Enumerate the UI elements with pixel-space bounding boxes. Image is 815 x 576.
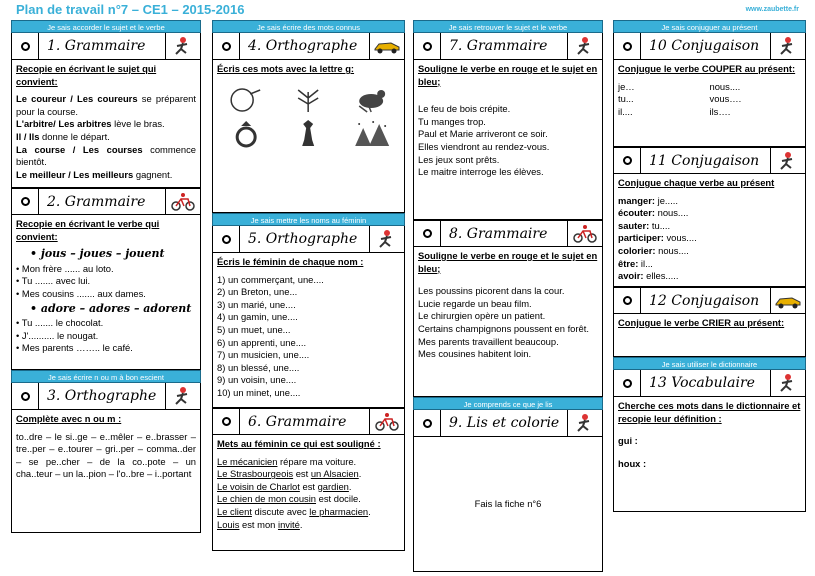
task-12[interactable] <box>613 287 806 314</box>
instruction-5: Écris le féminin de chaque nom : <box>217 256 364 267</box>
exercise-10 <box>613 60 806 147</box>
instruction-10: Conjugue le verbe COUPER au présent: <box>618 63 796 74</box>
checkbox-3[interactable] <box>12 392 38 401</box>
checkbox-13[interactable] <box>614 379 640 388</box>
task-10-title: 10 Conjugaison <box>640 33 771 59</box>
task-13[interactable] <box>613 370 806 397</box>
exercise-13 <box>613 397 806 512</box>
instruction-2: Recopie en écrivant le verbe qui convient: <box>16 218 160 242</box>
exercise-6: Mets au féminin ce qui est souligné : Le mécanicien répare ma voiture. Le Strasbourgeois est un Alsacien. Le voisin de Charlot est gardien. Le chien de mon cousin est docile. Le client discute avec le pharmacien. Louis est mon invité. <box>212 435 405 551</box>
task-7-title: 7. Grammaire <box>440 33 568 59</box>
task-5-title: 5. Orthographe <box>239 226 370 252</box>
instruction-6: Mets au féminin ce qui est souligné : <box>217 438 381 449</box>
banner-10: Je sais conjuguer au présent <box>613 20 806 33</box>
banner-3: Je sais écrire n ou m à bon escient <box>11 370 201 383</box>
verb-choice-1: • jous – joues – jouent <box>30 247 165 261</box>
checkbox-4[interactable] <box>213 42 239 51</box>
banner-4: Je sais écrire des mots connus <box>212 20 405 33</box>
winter-scene-icon <box>342 118 400 148</box>
banner-9: Je comprends ce que je lis <box>413 397 603 410</box>
bicycle-icon <box>370 413 404 431</box>
banner-1: Je sais accorder le sujet et le verbe <box>11 20 201 33</box>
exercise-9 <box>413 437 603 572</box>
worksheet-reference: Fais la fiche n°6 <box>474 497 542 509</box>
orange-icon <box>217 84 275 114</box>
task-9-title: 9. Lis et colorie <box>440 410 568 436</box>
task-8-title: 8. Grammaire <box>440 221 568 246</box>
sentence-list-1: Le coureur / Les coureurs se préparent pour la course. L'arbitre/ Les arbitres lève le bras. Il / Ils donne le départ. La course / Les courses commence bientôt. Le meilleur / Les meilleurs gagnent. <box>16 93 196 180</box>
exercise-8: Souligne le verbe en rouge et le sujet en bleu; Les poussins picorent dans la cour. Lucie regarde un beau film. Le chirurgien opère un patient. Certains champignons poussent en forêt. Mes parents travaillent beaucoup. Mes cousines habitent loin. <box>413 247 603 397</box>
instruction-4: Écris ces mots avec la lettre g: <box>217 63 355 74</box>
instruction-13: Cherche ces mots dans le dictionnaire et recopie leur définition : <box>618 400 801 424</box>
running-icon <box>568 413 602 433</box>
instruction-7: Souligne le verbe en rouge et le sujet en bleu; <box>418 63 598 87</box>
page-title: Plan de travail n°7 – CE1 – 2015-2016 <box>16 2 245 17</box>
checkbox-1[interactable] <box>12 42 38 51</box>
task-6-title: 6. Grammaire <box>239 409 370 434</box>
task-2-title: 2. Grammaire <box>38 189 166 214</box>
task-1[interactable] <box>11 33 201 60</box>
site-url: www.zaubette.fr <box>745 6 799 13</box>
checkbox-5[interactable] <box>213 235 239 244</box>
exercise-2: Recopie en écrivant le verbe qui convient: • jous – joues – jouent • Mon frère ...... au loto. • Tu ....... avec lui. • Mes cousins ....... aux dames. • adore – adores – adorent • Tu ....... le chocolat. • J'.......... le nougat. • Mes parents …….. le café. <box>11 215 201 370</box>
task-13-title: 13 Vocabulaire <box>640 370 771 396</box>
checkbox-7[interactable] <box>414 42 440 51</box>
exercise-4 <box>212 60 405 213</box>
checkbox-6[interactable] <box>213 417 239 426</box>
checkbox-11[interactable] <box>614 156 640 165</box>
task-5[interactable] <box>212 226 405 253</box>
instruction-3: Complète avec n ou m : <box>16 413 122 424</box>
ring-icon <box>217 118 275 148</box>
verb-choice-2: • adore – adores – adorent <box>30 301 192 315</box>
task-4-title: 4. Orthographe <box>239 33 370 59</box>
word-gui: gui : <box>618 435 638 447</box>
running-icon <box>771 373 805 393</box>
running-icon <box>166 36 200 56</box>
task-7[interactable] <box>413 33 603 60</box>
running-icon <box>568 36 602 56</box>
instruction-1: Recopie en écrivant le sujet qui convient: <box>16 63 157 87</box>
task-9[interactable] <box>413 410 603 437</box>
task-11[interactable] <box>613 147 806 174</box>
exercise-7: Souligne le verbe en rouge et le sujet en bleu; Le feu de bois crépite. Tu manges trop. Paul et Marie arriveront ce soir. Elles viendront au rendez-vous. Les jeux sont prêts. Le maitre interroge les élèves. <box>413 60 603 220</box>
race-car-icon <box>771 293 805 309</box>
running-icon <box>771 151 805 171</box>
word-list-3: to..dre – le si..ge – e..mêler – e..brasser – tre..per – e..tourer – gri..per – comma..der – se pe..cher – de la co..pote – un cha..teur – un la..pion – l'o..bre – i..portant <box>16 430 196 480</box>
column-2 <box>212 20 405 572</box>
checkbox-8[interactable] <box>414 229 440 238</box>
pigeon-icon <box>342 84 400 114</box>
task-4[interactable] <box>212 33 405 60</box>
banner-13: Je sais utiliser le dictionnaire <box>613 357 806 370</box>
column-3 <box>413 20 603 572</box>
column-1 <box>11 20 201 572</box>
checkbox-9[interactable] <box>414 419 440 428</box>
checkbox-10[interactable] <box>614 42 640 51</box>
exercise-1 <box>11 60 201 188</box>
running-icon <box>166 386 200 406</box>
word-houx: houx : <box>618 457 647 469</box>
task-8[interactable] <box>413 220 603 247</box>
task-10[interactable] <box>613 33 806 60</box>
task-3-title: 3. Orthographe <box>38 383 166 409</box>
leaves-icon <box>279 84 337 114</box>
exercise-12 <box>613 314 806 357</box>
checkbox-2[interactable] <box>12 197 38 206</box>
exercise-3 <box>11 410 201 533</box>
instruction-11: Conjugue chaque verbe au présent <box>618 177 775 188</box>
running-icon <box>771 36 805 56</box>
chess-piece-icon <box>279 118 337 148</box>
task-3[interactable] <box>11 383 201 410</box>
instruction-8: Souligne le verbe en rouge et le sujet en bleu; <box>418 250 598 274</box>
instruction-12: Conjugue le verbe CRIER au présent: <box>618 317 785 328</box>
task-12-title: 12 Conjugaison <box>640 288 771 313</box>
task-11-title: 11 Conjugaison <box>640 148 771 173</box>
picture-grid <box>217 84 400 148</box>
checkbox-12[interactable] <box>614 296 640 305</box>
race-car-icon <box>370 38 404 54</box>
banner-7: Je sais retrouver le sujet et le verbe <box>413 20 603 33</box>
exercise-5: Écris le féminin de chaque nom : 1) un commerçant, une.... 2) un Breton, une... 3) un marié, une.... 4) un gamin, une.... 5) un muet, une... 6) un apprenti, une.... 7) un musicien, une.... 8) un blessé, une.... 9) un voisin, une.... 10) un minet, une.... <box>212 253 405 408</box>
task-2[interactable] <box>11 188 201 215</box>
banner-5: Je sais mettre les noms au féminin <box>212 213 405 226</box>
column-4 <box>613 20 806 572</box>
conjugation-grid: je… nous.... tu... vous…. il.... ils…. <box>618 80 742 117</box>
bicycle-icon <box>568 225 602 243</box>
running-icon <box>370 229 404 249</box>
bicycle-icon <box>166 193 200 211</box>
exercise-11: Conjugue chaque verbe au présent manger: je..... écouter: nous.... sauter: tu.... participer: vous.... colorier: nous.... être: il... avoir: elles..... <box>613 174 806 287</box>
task-6[interactable] <box>212 408 405 435</box>
task-1-title: 1. Grammaire <box>38 33 166 59</box>
